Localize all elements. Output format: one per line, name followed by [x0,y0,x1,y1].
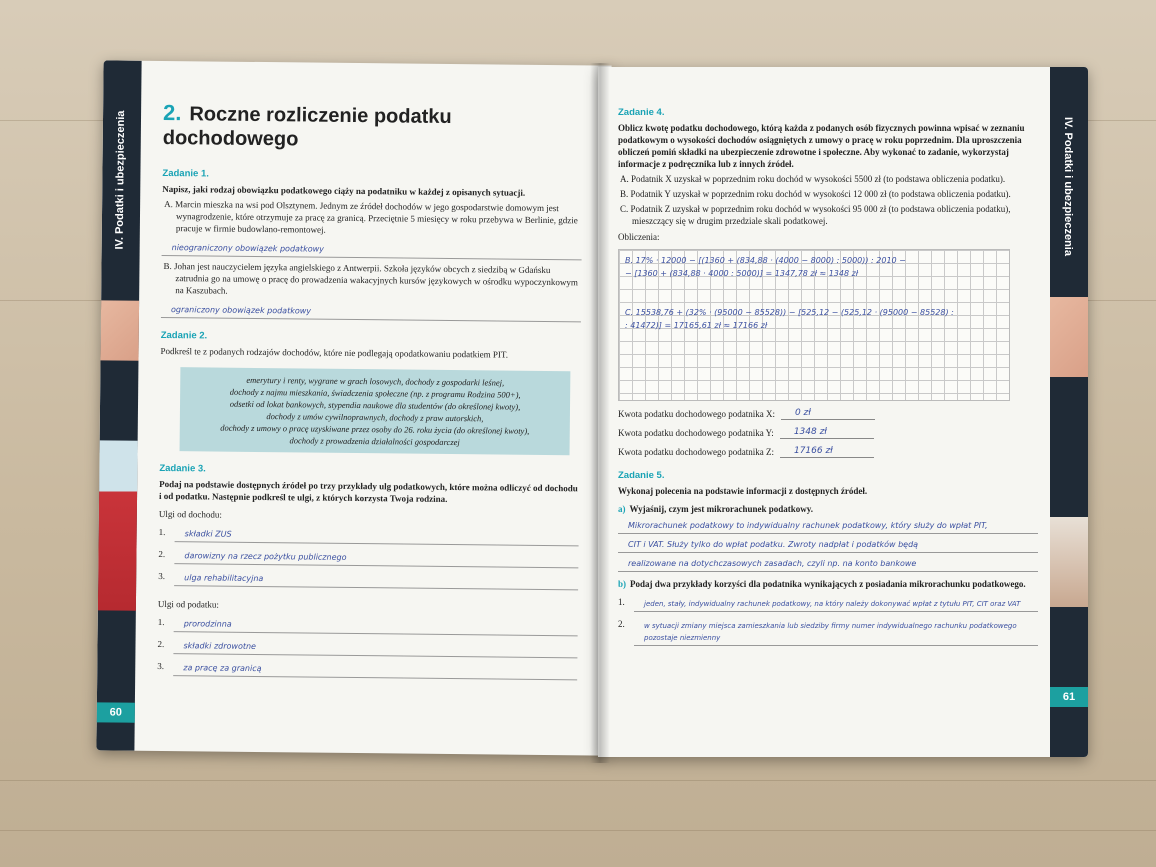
amount-value[interactable]: 17166 zł [780,445,874,458]
task-1-instruction: Napisz, jaki rodzaj obowiązku podatkowego ciąży na podatniku w każdej z opisanych sytuacji. [162,183,526,198]
tax-reliefs-label: Ulgi od podatku: [157,598,219,610]
row-answer[interactable]: składki zdrowotne [173,638,577,658]
item-text: Podatnik Y uzyskał w poprzednim roku dochód w wysokości 12 000 zł (to podstawa obliczenia podatku). [630,189,1011,199]
row-answer[interactable]: darowizny na rzecz pożytku publicznego [174,548,578,568]
row-answer[interactable]: prorodzinna [174,616,578,636]
task-1-item-a [164,198,582,238]
sidebar-label: IV. Podatki i ubezpieczenia [1062,117,1074,256]
task-1-answer-a[interactable]: nieograniczony obowiązek podatkowy [162,240,582,260]
item-label: B. [163,260,172,272]
box-line: dochody z umów cywilnoprawnych, dochody z praw autorskich, [266,411,484,424]
task-5-heading: Zadanie 5. [618,470,665,481]
task-5-b-row [618,618,1038,646]
task-5-a-answer[interactable]: CIT i VAT. Służy tylko do wpłat podatku. Zwroty nadpłat i podatków będą [618,537,1038,553]
task-1-item-b [163,260,581,300]
box-line: dochody z umowy o pracę uzyskiwane przez osoby do 26. roku życia (do określonej kwoty), [220,422,530,436]
amount-label: Kwota podatku dochodowego podatnika X: [618,409,775,419]
row-number: 2. [158,548,166,560]
task-3-instruction: Podaj na podstawie dostępnych źródeł po trzy przykłady ulg podatkowych, które można odliczyć od dochodu i od podatku. Następnie podkreśl te ulgi, z których korzysta Twoja rodzina. [159,478,578,504]
right-sidebar [1050,67,1088,757]
page-title [163,101,583,154]
item-text: Podatnik X uzyskał w poprzednim roku dochód w wysokości 5500 zł (to podstawa obliczenia podatku). [631,174,1006,184]
box-line: odsetki od lokat bankowych, stypendia naukowe dla studentów (do określonej kwoty), [229,398,521,412]
sidebar-photo-family [1050,517,1088,607]
sub-text: Wyjaśnij, czym jest mikrorachunek podatkowy. [629,504,814,514]
row-number: 1. [618,597,625,607]
tax-relief-row [158,616,578,636]
task-5-a [618,503,1038,515]
item-text: Marcin mieszka na wsi pod Olsztynem. Jednym ze źródeł dochodów w jego gospodarstwie domowym jest wynagrodzenie, które otrzymuje za pracę za granicą. Przeciętnie 5 miesięcy w roku przebywa w Berlinie, gdzie pracuje w firmie budowlano-remontowej. [175,199,578,235]
task-1-answer-b[interactable]: ograniczony obowiązek podatkowy [161,302,581,322]
item-text: Johan jest nauczycielem języka angielskiego z Antwerpii. Szkoła języków obcych z siedzibą w Gdańsku zatrudnia go na umowę o pracę do prowadzenia wakacyjnych kursów językowych w ośrodku wypoczynkowym na Kaszubach. [173,261,579,296]
row-answer[interactable]: składki ZUS [175,526,579,546]
calc-line: : 41472)] = 17165,61 zł ≈ 17166 zł [625,321,768,330]
tax-amount-z [618,445,1038,458]
open-workbook [70,45,1100,765]
row-number: 2. [618,619,625,629]
item-label: C. [620,204,629,214]
amount-label: Kwota podatku dochodowego podatnika Z: [618,447,774,457]
sidebar-photo-hands [1050,297,1088,377]
title-text: Roczne rozliczenie podatku dochodowego [162,103,452,151]
income-relief-row [158,570,578,590]
row-number: 3. [157,660,165,672]
box-line: dochody z najmu mieszkania, świadczenia społeczne (np. z programu Rodzina 500+), [229,386,521,400]
income-relief-row [158,548,578,568]
left-sidebar [96,60,141,750]
task-5-b [618,578,1038,590]
item-label: B. [620,189,629,199]
box-line: dochody z prowadzenia działalności gospodarczej [289,435,460,448]
task-2-heading: Zadanie 2. [160,329,208,342]
income-relief-row [159,526,579,546]
task-1-heading: Zadanie 1. [162,167,209,180]
calc-line: C. 15538,76 + (32% · (95000 − 85528)) − [525,12 − (525,12 · (95000 − 85528) : [625,308,954,317]
task-5-b-row [618,596,1038,612]
item-text: Podatnik Z uzyskał w poprzednim roku dochód w wysokości 95 000 zł (to podstawa obliczenia podatku), mieszczący się w drugim przedziale skali podatkowej. [630,204,1011,226]
calc-line: B. 17% · 12000 − [(1360 + (834,88 · (4000 − 8000) : 5000)) : 2010 − [625,256,906,265]
sub-label: b) [618,579,627,589]
task-2-instruction: Podkreśl te z podanych rodzajów dochodów, które nie podlegają opodatkowaniu podatkiem PIT. [160,345,509,360]
sidebar-photo-house [98,440,138,610]
sidebar-photo-hands [100,300,139,360]
left-page-content [157,101,583,680]
tax-amount-y [618,426,1038,439]
tax-relief-row [157,660,577,680]
tax-amount-x [618,407,1038,420]
row-number: 3. [158,570,166,582]
task-5-a-answer[interactable]: Mikrorachunek podatkowy to indywidualny rachunek podatkowy, który służy do wpłat PIT, [618,518,1038,534]
amount-value[interactable]: 1348 zł [780,426,874,439]
right-page [598,67,1088,757]
row-number: 1. [158,526,166,538]
sub-label: a) [618,504,626,514]
income-types-box [180,367,571,455]
sidebar-label: IV. Podatki i ubezpieczenia [113,110,128,250]
left-page [96,60,611,755]
task-5-a-answer[interactable]: realizowane na dotychczasowych zasadach, czyli np. na konto bankowe [618,556,1038,572]
calculations-label: Obliczenia: [618,232,660,242]
row-answer[interactable]: jeden, stały, indywidualny rachunek podatkowy, na który należy dokonywać wpłat z tytułu PIT, CIT oraz VAT [634,596,1038,612]
income-reliefs-label: Ulgi od dochodu: [158,508,222,520]
amount-value[interactable]: 0 zł [781,407,875,420]
item-label: A. [620,174,629,184]
row-answer[interactable]: w sytuacji zmiany miejsca zamieszkania lub siedziby firmy numer indywidualnego rachunku podatkowego pozostaje niezmienny [634,618,1038,646]
right-page-content [618,107,1038,646]
row-number: 2. [157,638,165,650]
task-4-item-a [620,173,1038,185]
row-number: 1. [157,616,165,628]
calc-line: − [1360 + (834,88 · 4000 : 5000)] = 1347,78 zł ≈ 1348 zł [625,269,859,278]
item-label: A. [164,199,173,210]
amount-label: Kwota podatku dochodowego podatnika Y: [618,428,774,438]
sub-text: Podaj dwa przykłady korzyści dla podatnika wynikających z posiadania mikrorachunku podatkowego. [630,579,1026,589]
task-4-instruction: Oblicz kwotę podatku dochodowego, którą każda z podanych osób fizycznych powinna wpisać w zeznaniu podatkowym o wysokości dochodów osiągniętych z umowy o pracę w roku poprzednim. Dla uproszczenia obliczeń pomiń składki na ubezpieczenie zdrowotne i społeczne. Aby wykonać to zadanie, wykorzystaj informacje z podręcznika lub z innych źródeł. [618,123,1025,169]
task-3-heading: Zadanie 3. [159,462,206,475]
calculation-grid[interactable] [618,249,1010,401]
box-line: emerytury i renty, wygrane w grach losowych, dochody z gospodarki leśnej, [246,374,505,388]
page-number: 61 [1050,687,1088,707]
title-number: 2. [162,99,182,126]
task-4-heading: Zadanie 4. [618,107,665,118]
tax-relief-row [157,638,577,658]
row-answer[interactable]: za pracę za granicą [173,660,577,680]
book-gutter [590,63,610,763]
task-5-instruction: Wykonaj polecenia na podstawie informacji z dostępnych źródeł. [618,486,868,496]
task-4-item-c [620,203,1038,227]
row-answer[interactable]: ulga rehabilitacyjna [174,570,578,590]
page-number: 60 [97,702,135,722]
task-4-item-b [620,188,1038,200]
